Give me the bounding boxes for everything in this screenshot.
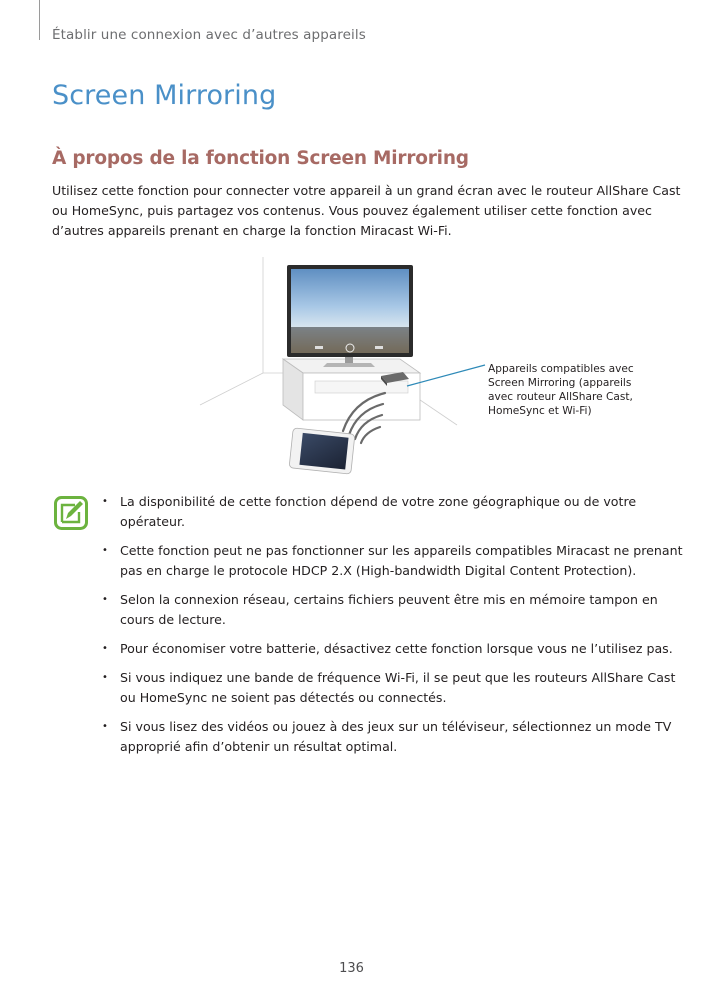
list-item: [100, 717, 672, 757]
intro-line: Utilisez cette fonction pour connecter votre appareil à un grand écran avec le routeur AllShare Cast: [52, 183, 681, 198]
bullet-line: Si vous lisez des vidéos ou jouez à des jeux sur un téléviseur, sélectionnez un mode TV: [120, 719, 672, 734]
intro-paragraph: [52, 181, 681, 241]
bullet-line: approprié afin d’obtenir un résultat optimal.: [120, 739, 398, 754]
bullet-marker: •: [102, 545, 108, 556]
bullet-marker: •: [102, 643, 108, 654]
list-item: [100, 492, 660, 532]
section-title: À propos de la fonction Screen Mirroring: [52, 148, 469, 169]
bullet-line: Cette fonction peut ne pas fonctionner sur les appareils compatibles Miracast ne prenant: [120, 543, 683, 558]
bullet-marker: •: [102, 594, 108, 605]
page-title: Screen Mirroring: [52, 80, 277, 111]
tv-icon: [287, 265, 413, 367]
chapter-header: Établir une connexion avec d’autres appareils: [52, 27, 366, 43]
bullet-line: cours de lecture.: [120, 612, 226, 627]
callout-line: Screen Mirroring (appareils: [488, 377, 632, 389]
bullet-line: Selon la connexion réseau, certains fichiers peuvent être mis en mémoire tampon en: [120, 592, 658, 607]
note-bullet-list: [100, 492, 683, 766]
bullet-line: ou HomeSync ne soient pas détectés ou connectés.: [120, 690, 447, 705]
margin-rule: [39, 0, 40, 40]
list-item: [100, 668, 676, 708]
smartphone-icon: [289, 428, 355, 474]
bullet-marker: •: [102, 496, 108, 507]
bullet-marker: •: [102, 721, 108, 732]
note-pencil-icon: [54, 496, 88, 530]
bullet-line: La disponibilité de cette fonction dépend de votre zone géographique ou de votre: [120, 494, 637, 509]
bullet-line: Si vous indiquez une bande de fréquence Wi-Fi, il se peut que les routeurs AllShare Cast: [120, 670, 676, 685]
list-item: [100, 541, 683, 581]
callout-line: avec routeur AllShare Cast,: [488, 391, 633, 403]
intro-line: d’autres appareils prenant en charge la fonction Miracast Wi-Fi.: [52, 223, 452, 238]
page-number: 136: [339, 961, 364, 976]
callout-line: Appareils compatibles avec: [488, 363, 634, 375]
intro-line: ou HomeSync, puis partagez vos contenus. Vous pouvez également utiliser cette fonction avec: [52, 203, 652, 218]
bullet-line: opérateur.: [120, 514, 186, 529]
bullet-marker: •: [102, 672, 108, 683]
bullet-line: pas en charge le protocole HDCP 2.X (High-bandwidth Digital Content Protection).: [120, 563, 637, 578]
list-item: [100, 590, 660, 630]
callout-line: HomeSync et Wi-Fi): [488, 405, 592, 417]
figure-callout: [488, 362, 648, 418]
list-item: [100, 639, 673, 659]
tv-stand: [283, 359, 420, 420]
bullet-line: Pour économiser votre batterie, désactivez cette fonction lorsque vous ne l’utilisez pas.: [120, 641, 673, 656]
